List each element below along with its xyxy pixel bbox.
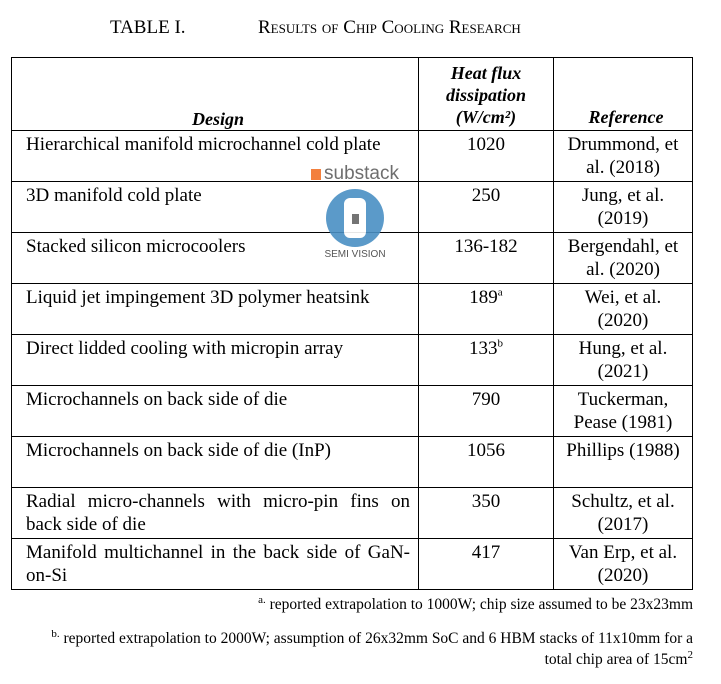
cell-reference: Van Erp, et al. (2020): [554, 539, 693, 590]
cell-reference: Schultz, et al. (2017): [554, 488, 693, 539]
cell-design: Manifold multichannel in the back side of GaN-on-Si: [12, 539, 419, 590]
cell-design: Radial micro-channels with micro-pin fins on back side of die: [12, 488, 419, 539]
footnote-b-text2: total chip area of 15cm: [544, 651, 688, 668]
cell-heat-flux: [419, 539, 554, 590]
header-heat-flux: [419, 58, 554, 131]
heat-flux-value: 250: [471, 185, 501, 206]
heat-flux-footnote-mark: a: [497, 286, 503, 299]
footnote-a: [258, 594, 693, 615]
cell-design: 3D manifold cold plate: [12, 182, 419, 233]
footnote-b: [18, 628, 693, 670]
table-row: [12, 284, 693, 335]
table-row: [12, 437, 693, 488]
cell-heat-flux: [419, 284, 554, 335]
cell-heat-flux: [419, 335, 554, 386]
table-row: [12, 182, 693, 233]
table-row: [12, 539, 693, 590]
cell-heat-flux: [419, 233, 554, 284]
table-title: Results of Chip Cooling Research: [258, 17, 521, 38]
cell-reference: Drummond, et al. (2018): [554, 131, 693, 182]
header-heat-flux-line3: (W/cm²): [455, 107, 517, 127]
header-heat-flux-line2: dissipation: [445, 85, 527, 105]
footnote-b-text: reported extrapolation to 2000W; assumption of 26x32mm SoC and 6 HBM stacks of 11x10mm for a: [63, 630, 693, 647]
footnote-b-sup: 2: [687, 648, 693, 661]
heat-flux-value: 136-182: [454, 236, 518, 257]
cell-heat-flux: [419, 131, 554, 182]
cell-heat-flux: [419, 437, 554, 488]
table-row: [12, 386, 693, 437]
header-design: Design: [12, 58, 419, 131]
cell-reference: Phillips (1988): [554, 437, 693, 488]
cell-heat-flux: [419, 386, 554, 437]
cell-design: Stacked silicon microcoolers: [12, 233, 419, 284]
heat-flux-value: 133: [469, 338, 498, 359]
heat-flux-value: 350: [471, 491, 501, 512]
cell-reference: Tuckerman, Pease (1981): [554, 386, 693, 437]
heat-flux-value: 1020: [467, 134, 505, 155]
table-row: [12, 488, 693, 539]
heat-flux-footnote-mark: b: [497, 337, 503, 350]
footnote-b-mark: b.: [51, 627, 60, 640]
results-table: [11, 57, 693, 590]
cell-design: Microchannels on back side of die: [12, 386, 419, 437]
header-reference: Reference: [554, 58, 693, 131]
cell-design: Direct lidded cooling with micropin array: [12, 335, 419, 386]
table-number: TABLE I.: [110, 17, 186, 38]
heat-flux-value: 417: [471, 542, 501, 563]
table-row: [12, 233, 693, 284]
cell-design: Liquid jet impingement 3D polymer heatsink: [12, 284, 419, 335]
table-row: [12, 131, 693, 182]
table-row: [12, 335, 693, 386]
heat-flux-value: 1056: [467, 440, 505, 461]
cell-reference: Hung, et al. (2021): [554, 335, 693, 386]
cell-design: Hierarchical manifold microchannel cold plate: [12, 131, 419, 182]
footnote-a-mark: a.: [258, 593, 266, 606]
footnote-a-text: reported extrapolation to 1000W; chip size assumed to be 23x23mm: [269, 596, 693, 613]
heat-flux-value: 189: [469, 287, 498, 308]
header-heat-flux-line1: Heat flux: [450, 63, 522, 83]
cell-reference: Bergendahl, et al. (2020): [554, 233, 693, 284]
cell-heat-flux: [419, 182, 554, 233]
semi-vision-text: SEMI VISION: [324, 249, 386, 260]
cell-reference: Jung, et al. (2019): [554, 182, 693, 233]
cell-heat-flux: [419, 488, 554, 539]
heat-flux-value: 790: [471, 389, 501, 410]
header-row: [12, 58, 693, 131]
cell-design: Microchannels on back side of die (InP): [12, 437, 419, 488]
cell-reference: Wei, et al. (2020): [554, 284, 693, 335]
substack-text: substack: [324, 163, 399, 184]
